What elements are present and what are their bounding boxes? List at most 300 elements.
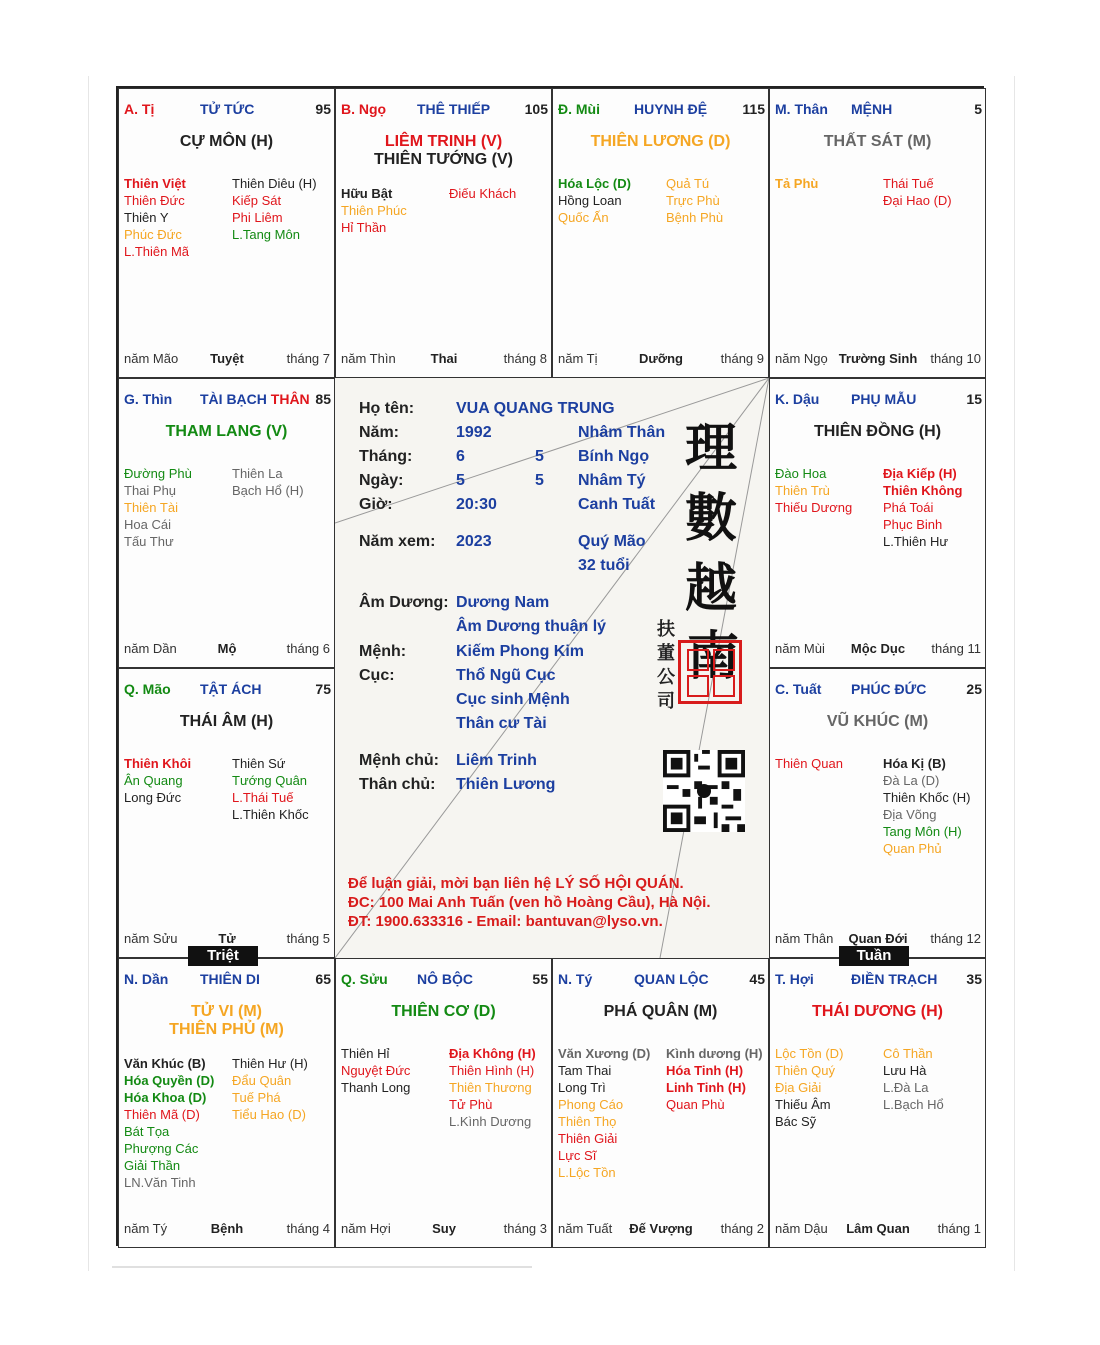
palace-footer (558, 1221, 764, 1237)
hour-label: Giờ: (359, 496, 393, 513)
palace-phase: Suy (432, 1221, 456, 1236)
minor-star: Đường Phù (124, 466, 192, 481)
minor-star: Phong Cáo (558, 1097, 624, 1112)
minor-star: Ân Quang (124, 773, 183, 788)
palace-year: năm Dậu (775, 1221, 828, 1236)
calligraphy-char-3: 越 (685, 558, 738, 619)
palace-name: TẬT ÁCH (200, 681, 262, 697)
palace-header (775, 391, 982, 409)
star-column-left (124, 1055, 229, 1191)
main-star: THIÊN CƠ (D) (391, 1003, 496, 1020)
star-column-right (883, 175, 988, 209)
year-can: Nhâm Thân (578, 424, 666, 441)
star-column-left (558, 1045, 663, 1181)
palace-phase: Trường Sinh (838, 351, 918, 366)
main-stars (119, 713, 334, 731)
age-value: 32 tuổi (578, 557, 630, 574)
main-star: LIÊM TRINH (V) (384, 133, 503, 150)
palace-month: tháng 10 (930, 351, 981, 366)
palace-age: 35 (966, 971, 982, 987)
than-chu-value: Thiên Lương (456, 776, 556, 793)
palace-branch: K. Dậu (775, 391, 820, 407)
minor-star: L.Kình Dương (449, 1114, 532, 1129)
minor-star: Thiên Khôi (124, 756, 192, 771)
minor-star: Quan Phủ (883, 841, 942, 856)
palace-footer (775, 641, 981, 657)
main-star: THIÊN ĐỒNG (H) (813, 423, 942, 440)
main-star: THIÊN TƯỚNG (V) (374, 151, 513, 168)
palace-branch: M. Thân (775, 101, 828, 117)
star-column-right (232, 755, 337, 823)
minor-star: Đẩu Quân (232, 1073, 292, 1088)
minor-star: Thiên Diêu (H) (232, 176, 317, 191)
star-column-right (883, 1045, 988, 1113)
palace-header (341, 971, 548, 989)
palace-branch: N. Tý (558, 971, 593, 987)
minor-star: Văn Xương (D) (558, 1046, 651, 1061)
star-column-left (124, 175, 229, 260)
calligraphy-char-4: 南 (687, 626, 740, 687)
main-star: THẤT SÁT (M) (823, 133, 932, 150)
minor-star: L.Bạch Hổ (883, 1097, 944, 1112)
minor-star: Địa Kiếp (H) (883, 466, 957, 481)
minor-star: Hóa Khoa (D) (124, 1090, 207, 1105)
day-can: Nhâm Tý (578, 472, 646, 489)
minor-star: Đà La (D) (883, 773, 940, 788)
minor-star: Thiên Giải (558, 1131, 618, 1146)
minor-star: Thiên La (232, 466, 283, 481)
palace-footer (124, 1221, 330, 1237)
palace-year: năm Thìn (341, 351, 396, 366)
star-column-right (666, 175, 771, 226)
minor-star: L.Đà La (883, 1080, 929, 1095)
minor-star: Quốc Ấn (558, 210, 609, 225)
main-stars (119, 1003, 334, 1039)
minor-star: Phá Toái (883, 500, 934, 515)
amduong-note: Âm Dương thuận lý (456, 618, 607, 635)
palace-header (558, 971, 765, 989)
star-column-left (558, 175, 663, 226)
palace-header (775, 101, 982, 119)
minor-star: Linh Tinh (H) (666, 1080, 746, 1095)
palace-cell-tuat[interactable] (769, 668, 986, 958)
palace-month: tháng 11 (931, 641, 981, 656)
minor-star: Thiên Khốc (H) (883, 790, 971, 805)
minor-star: Cô Thần (883, 1046, 933, 1061)
main-stars (770, 133, 985, 151)
star-column-left (775, 755, 880, 772)
minor-star: Hoa Cái (124, 517, 171, 532)
minor-star: L.Thiên Hư (883, 534, 949, 549)
minor-star: Hóa Kị (B) (883, 756, 946, 771)
minor-star: Thiên Quý (775, 1063, 835, 1078)
star-column-left (341, 185, 446, 236)
palace-branch: T. Hợi (775, 971, 814, 987)
palace-footer (341, 351, 547, 367)
palace-cell-dan[interactable] (118, 958, 335, 1248)
minor-star: Hóa Lộc (D) (558, 176, 631, 191)
palace-month: tháng 1 (937, 1221, 981, 1236)
view-year-value: 2023 (456, 533, 492, 550)
minor-star: Tam Thai (558, 1063, 612, 1078)
palace-name: TỬ TỨC (200, 101, 255, 117)
palace-name: HUYNH ĐỆ (634, 101, 708, 117)
minor-star: Hóa Tinh (H) (666, 1063, 744, 1078)
main-stars (119, 423, 334, 441)
palace-month: tháng 4 (286, 1221, 330, 1236)
palace-age: 75 (315, 681, 331, 697)
menh-chu-label: Mệnh chủ: (359, 752, 439, 769)
amduong-label: Âm Dương: (359, 594, 449, 611)
than-marker: THÂN (266, 391, 310, 407)
hour-value: 20:30 (456, 496, 497, 513)
palace-month: tháng 9 (720, 351, 764, 366)
palace-footer (775, 1221, 981, 1237)
minor-star: Tiểu Hao (D) (232, 1107, 306, 1122)
minor-star: Hóa Quyền (D) (124, 1073, 215, 1088)
palace-year: năm Ngọ (775, 351, 828, 366)
minor-star: Thiên Trù (775, 483, 830, 498)
minor-star: L.Thái Tuế (232, 790, 294, 805)
palace-cell-ty[interactable] (552, 958, 769, 1248)
red-seal-stamp (678, 640, 742, 704)
minor-star: Địa Không (H) (449, 1046, 536, 1061)
minor-star: Bạch Hổ (H) (232, 483, 304, 498)
than-cu-note: Thân cư Tài (456, 715, 547, 732)
minor-star: Địa Giải (775, 1080, 822, 1095)
palace-phase: Quan Đới (848, 931, 908, 946)
star-column-right (449, 1045, 554, 1130)
triet-marker: Triệt (188, 946, 258, 966)
minor-star: L.Lộc Tồn (558, 1165, 616, 1180)
minor-star: Thanh Long (341, 1080, 411, 1095)
palace-branch: Q. Sửu (341, 971, 388, 987)
palace-header (775, 971, 982, 989)
minor-star: Tướng Quân (232, 773, 308, 788)
minor-star: Bát Tọa (124, 1124, 170, 1139)
main-stars (770, 713, 985, 731)
year-label: Năm: (359, 424, 400, 441)
minor-star: Bác Sỹ (775, 1114, 817, 1129)
main-stars (553, 133, 768, 151)
than-chu-label: Thân chủ: (359, 776, 436, 793)
month-num: 5 (535, 448, 544, 465)
minor-star: Thiên Thọ (558, 1114, 617, 1129)
minor-star: Quả Tú (666, 176, 710, 191)
palace-name: THÊ THIẾP (417, 101, 491, 117)
palace-month: tháng 6 (286, 641, 330, 656)
day-num: 5 (535, 472, 544, 489)
minor-star: L.Thiên Khốc (232, 807, 309, 822)
minor-star: Thiếu Âm (775, 1097, 831, 1112)
minor-star: Tấu Thư (124, 534, 174, 549)
palace-phase: Bệnh (210, 1221, 244, 1236)
main-stars (336, 1003, 551, 1021)
view-year-label: Năm xem: (359, 533, 436, 550)
palace-age: 55 (532, 971, 548, 987)
palace-header (558, 101, 765, 119)
minor-star: Thiên Đức (124, 193, 185, 208)
cuc-note: Cục sinh Mệnh (456, 691, 570, 708)
tuan-marker: Tuần (839, 946, 909, 966)
palace-month: tháng 3 (503, 1221, 547, 1236)
palace-age: 115 (742, 101, 765, 117)
minor-star: Long Đức (124, 790, 182, 805)
minor-star: Tử Phù (449, 1097, 493, 1112)
center-info-panel (335, 378, 769, 958)
month-value: 6 (456, 448, 465, 465)
palace-footer (124, 351, 330, 367)
minor-star: Hỉ Thần (341, 220, 387, 235)
palace-age: 65 (315, 971, 331, 987)
palace-age: 85 (315, 391, 331, 407)
year-value: 1992 (456, 424, 492, 441)
palace-footer (124, 641, 330, 657)
palace-cell-dau[interactable] (769, 378, 986, 668)
minor-star: Bệnh Phù (666, 210, 724, 225)
star-column-right (232, 1055, 337, 1123)
palace-cell-suu[interactable] (335, 958, 552, 1248)
minor-star: LN.Văn Tinh (124, 1175, 196, 1190)
minor-star: Thiên Hư (H) (232, 1056, 308, 1071)
minor-star: Thiên Tài (124, 500, 178, 515)
palace-month: tháng 2 (720, 1221, 764, 1236)
palace-age: 105 (524, 101, 548, 117)
main-stars (336, 133, 551, 169)
palace-branch: N. Dần (124, 971, 169, 987)
palace-cell-mui[interactable] (552, 88, 769, 378)
main-stars (119, 133, 334, 151)
star-column-right (883, 755, 988, 857)
palace-name: NÔ BỘC (417, 971, 473, 987)
minor-star: Lực Sĩ (558, 1148, 597, 1163)
palace-year: năm Sửu (124, 931, 178, 946)
main-stars (553, 1003, 768, 1021)
minor-star: Thiên Hỉ (341, 1046, 390, 1061)
palace-age: 95 (315, 101, 331, 117)
calligraphy-char-1: 理 (685, 418, 738, 479)
minor-star: Thiên Mã (D) (124, 1107, 200, 1122)
minor-star: Tuế Phá (232, 1090, 281, 1105)
palace-phase: Tuyệt (210, 351, 244, 366)
palace-age: 25 (966, 681, 982, 697)
cuc-label: Cục: (359, 667, 395, 684)
palace-header (775, 681, 982, 699)
main-star: THAM LANG (V) (165, 423, 288, 440)
palace-phase: Tử (218, 931, 236, 946)
palace-name: PHỤ MẪU (851, 391, 917, 407)
menh-label: Mệnh: (359, 643, 407, 660)
main-star: THÁI ÂM (H) (179, 713, 274, 730)
minor-star: Phúc Đức (124, 227, 182, 242)
month-label: Tháng: (359, 448, 413, 465)
main-stars (770, 1003, 985, 1021)
minor-star: Kiếp Sát (232, 193, 282, 208)
palace-year: năm Mùi (775, 641, 825, 656)
name-label: Họ tên: (359, 400, 415, 417)
minor-star: Long Trì (558, 1080, 606, 1095)
minor-star: Thiên Thương (449, 1080, 532, 1095)
divider-line (112, 1266, 532, 1268)
star-column-right (666, 1045, 771, 1113)
palace-phase: Mộc Dục (850, 641, 906, 656)
minor-star: Địa Võng (883, 807, 937, 822)
contact-line-2: ĐC: 100 Mai Anh Tuấn (ven hồ Hoàng Cầu), Hà Nội. (348, 894, 711, 911)
horoscope-chart (116, 86, 984, 1246)
minor-star: Thiếu Dương (775, 500, 853, 515)
contact-line-3: ĐT: 1900.633316 - Email: bantuvan@lyso.vn. (348, 913, 663, 930)
main-star: VŨ KHÚC (M) (826, 713, 929, 730)
palace-month: tháng 7 (286, 351, 330, 366)
minor-star: Thiên Hình (H) (449, 1063, 535, 1078)
palace-age: 15 (966, 391, 982, 407)
minor-star: Văn Khúc (B) (124, 1056, 206, 1071)
main-star: THÁI DƯƠNG (H) (812, 1003, 943, 1020)
palace-name: TÀI BẠCH THÂN (200, 391, 310, 407)
minor-star: Điếu Khách (449, 186, 517, 201)
palace-branch: A. Tị (124, 101, 155, 117)
palace-name: MỆNH (851, 101, 893, 117)
palace-header (124, 681, 331, 699)
star-column-left (341, 1045, 446, 1096)
minor-star: Thai Phụ (124, 483, 177, 498)
palace-header (341, 101, 548, 119)
menh-value: Kiếm Phong Kim (456, 643, 585, 660)
day-label: Ngày: (359, 472, 404, 489)
palace-footer (341, 1221, 547, 1237)
palace-cell-thin[interactable] (118, 378, 335, 668)
minor-star: Thiên Phúc (341, 203, 407, 218)
palace-year: năm Tý (124, 1221, 168, 1236)
qr-code-icon[interactable] (663, 750, 745, 832)
palace-footer (124, 931, 330, 947)
star-column-left (775, 175, 880, 192)
minor-star: Tang Môn (H) (883, 824, 962, 839)
palace-branch: Đ. Mùi (558, 101, 600, 117)
contact-notice (348, 874, 711, 931)
palace-cell-ngo[interactable] (335, 88, 552, 378)
palace-year: năm Dần (124, 641, 177, 656)
palace-branch: G. Thìn (124, 391, 173, 407)
star-column-left (775, 1045, 880, 1130)
palace-year: năm Mão (124, 351, 179, 366)
palace-footer (775, 351, 981, 367)
palace-age: 5 (974, 101, 982, 117)
vertical-inscription: 扶 董 公 司 (657, 619, 675, 712)
palace-name: QUAN LỘC (634, 971, 709, 987)
minor-star: Thiên Việt (124, 176, 186, 191)
contact-line-1: Để luận giải, mời bạn liên hệ LÝ SỐ HỘI QUÁN. (348, 875, 684, 892)
palace-header (124, 101, 331, 119)
palace-header (124, 391, 331, 409)
minor-star: Đại Hao (D) (883, 193, 952, 208)
minor-star: Thiên Không (883, 483, 963, 498)
minor-star: Thiên Sứ (232, 756, 286, 771)
main-star: THIÊN LƯƠNG (D) (590, 133, 731, 150)
calligraphy-char-2: 數 (685, 488, 738, 549)
minor-star: Hồng Loan (558, 193, 622, 208)
palace-phase: Mộ (217, 641, 237, 656)
palace-year: năm Hợi (341, 1221, 391, 1236)
palace-phase: Đế Vượng (629, 1221, 693, 1236)
star-column-right (883, 465, 988, 550)
palace-month: tháng 8 (503, 351, 547, 366)
main-stars (770, 423, 985, 441)
palace-month: tháng 12 (930, 931, 981, 946)
palace-branch: B. Ngọ (341, 101, 387, 117)
palace-branch: C. Tuất (775, 681, 822, 697)
palace-year: năm Thân (775, 931, 834, 946)
palace-header (124, 971, 331, 989)
minor-star: Thiên Y (124, 210, 169, 225)
star-column-right (232, 465, 337, 499)
minor-star: Hữu Bật (341, 186, 393, 201)
star-column-right (449, 185, 554, 202)
cuc-value: Thổ Ngũ Cục (456, 667, 556, 684)
star-column-left (124, 755, 229, 806)
minor-star: Giải Thần (124, 1158, 181, 1173)
palace-footer (558, 351, 764, 367)
main-star: CỰ MÔN (H) (179, 133, 274, 150)
star-column-right (232, 175, 337, 243)
minor-star: Tả Phù (775, 176, 819, 191)
palace-month: tháng 5 (286, 931, 330, 946)
palace-name: THIÊN DI (200, 971, 260, 987)
star-column-left (124, 465, 229, 550)
palace-footer (775, 931, 981, 947)
palace-phase: Lâm Quan (846, 1221, 910, 1236)
day-value: 5 (456, 472, 465, 489)
main-star: THIÊN PHỦ (M) (169, 1021, 284, 1038)
view-year-can: Quý Mão (578, 533, 646, 550)
minor-star: Phi Liêm (232, 210, 283, 225)
minor-star: Phục Binh (883, 517, 943, 532)
main-star: TỬ VI (M) (190, 1003, 263, 1020)
amduong-value: Dương Nam (456, 594, 550, 611)
palace-year: năm Tị (558, 351, 598, 366)
minor-star: L.Thiên Mã (124, 244, 190, 259)
minor-star: Thiên Quan (775, 756, 843, 771)
palace-age: 45 (749, 971, 765, 987)
palace-name: PHÚC ĐỨC (851, 681, 927, 697)
menh-chu-value: Liêm Trinh (456, 752, 537, 769)
main-star: PHÁ QUÂN (M) (603, 1003, 718, 1020)
minor-star: Trực Phù (666, 193, 720, 208)
minor-star: Quan Phù (666, 1097, 725, 1112)
palace-cell-hoi[interactable] (769, 958, 986, 1248)
minor-star: Lộc Tồn (D) (775, 1046, 844, 1061)
palace-phase: Dưỡng (639, 351, 683, 366)
hour-can: Canh Tuất (578, 496, 656, 513)
palace-phase: Thai (430, 351, 458, 366)
minor-star: Đào Hoa (775, 466, 827, 481)
name-value: VUA QUANG TRUNG (456, 400, 615, 417)
minor-star: Lưu Hà (883, 1063, 927, 1078)
palace-branch: Q. Mão (124, 681, 171, 697)
palace-cell-ti[interactable] (118, 88, 335, 378)
palace-cell-mao[interactable] (118, 668, 335, 958)
minor-star: Thái Tuế (883, 176, 934, 191)
month-can: Bính Ngọ (578, 448, 650, 465)
palace-cell-than[interactable] (769, 88, 986, 378)
palace-name: ĐIỀN TRẠCH (851, 971, 938, 987)
minor-star: L.Tang Môn (232, 227, 300, 242)
palace-year: năm Tuất (558, 1221, 613, 1236)
minor-star: Kình dương (H) (666, 1046, 763, 1061)
minor-star: Nguyệt Đức (341, 1063, 411, 1078)
star-column-left (775, 465, 880, 516)
minor-star: Phượng Các (124, 1141, 199, 1156)
